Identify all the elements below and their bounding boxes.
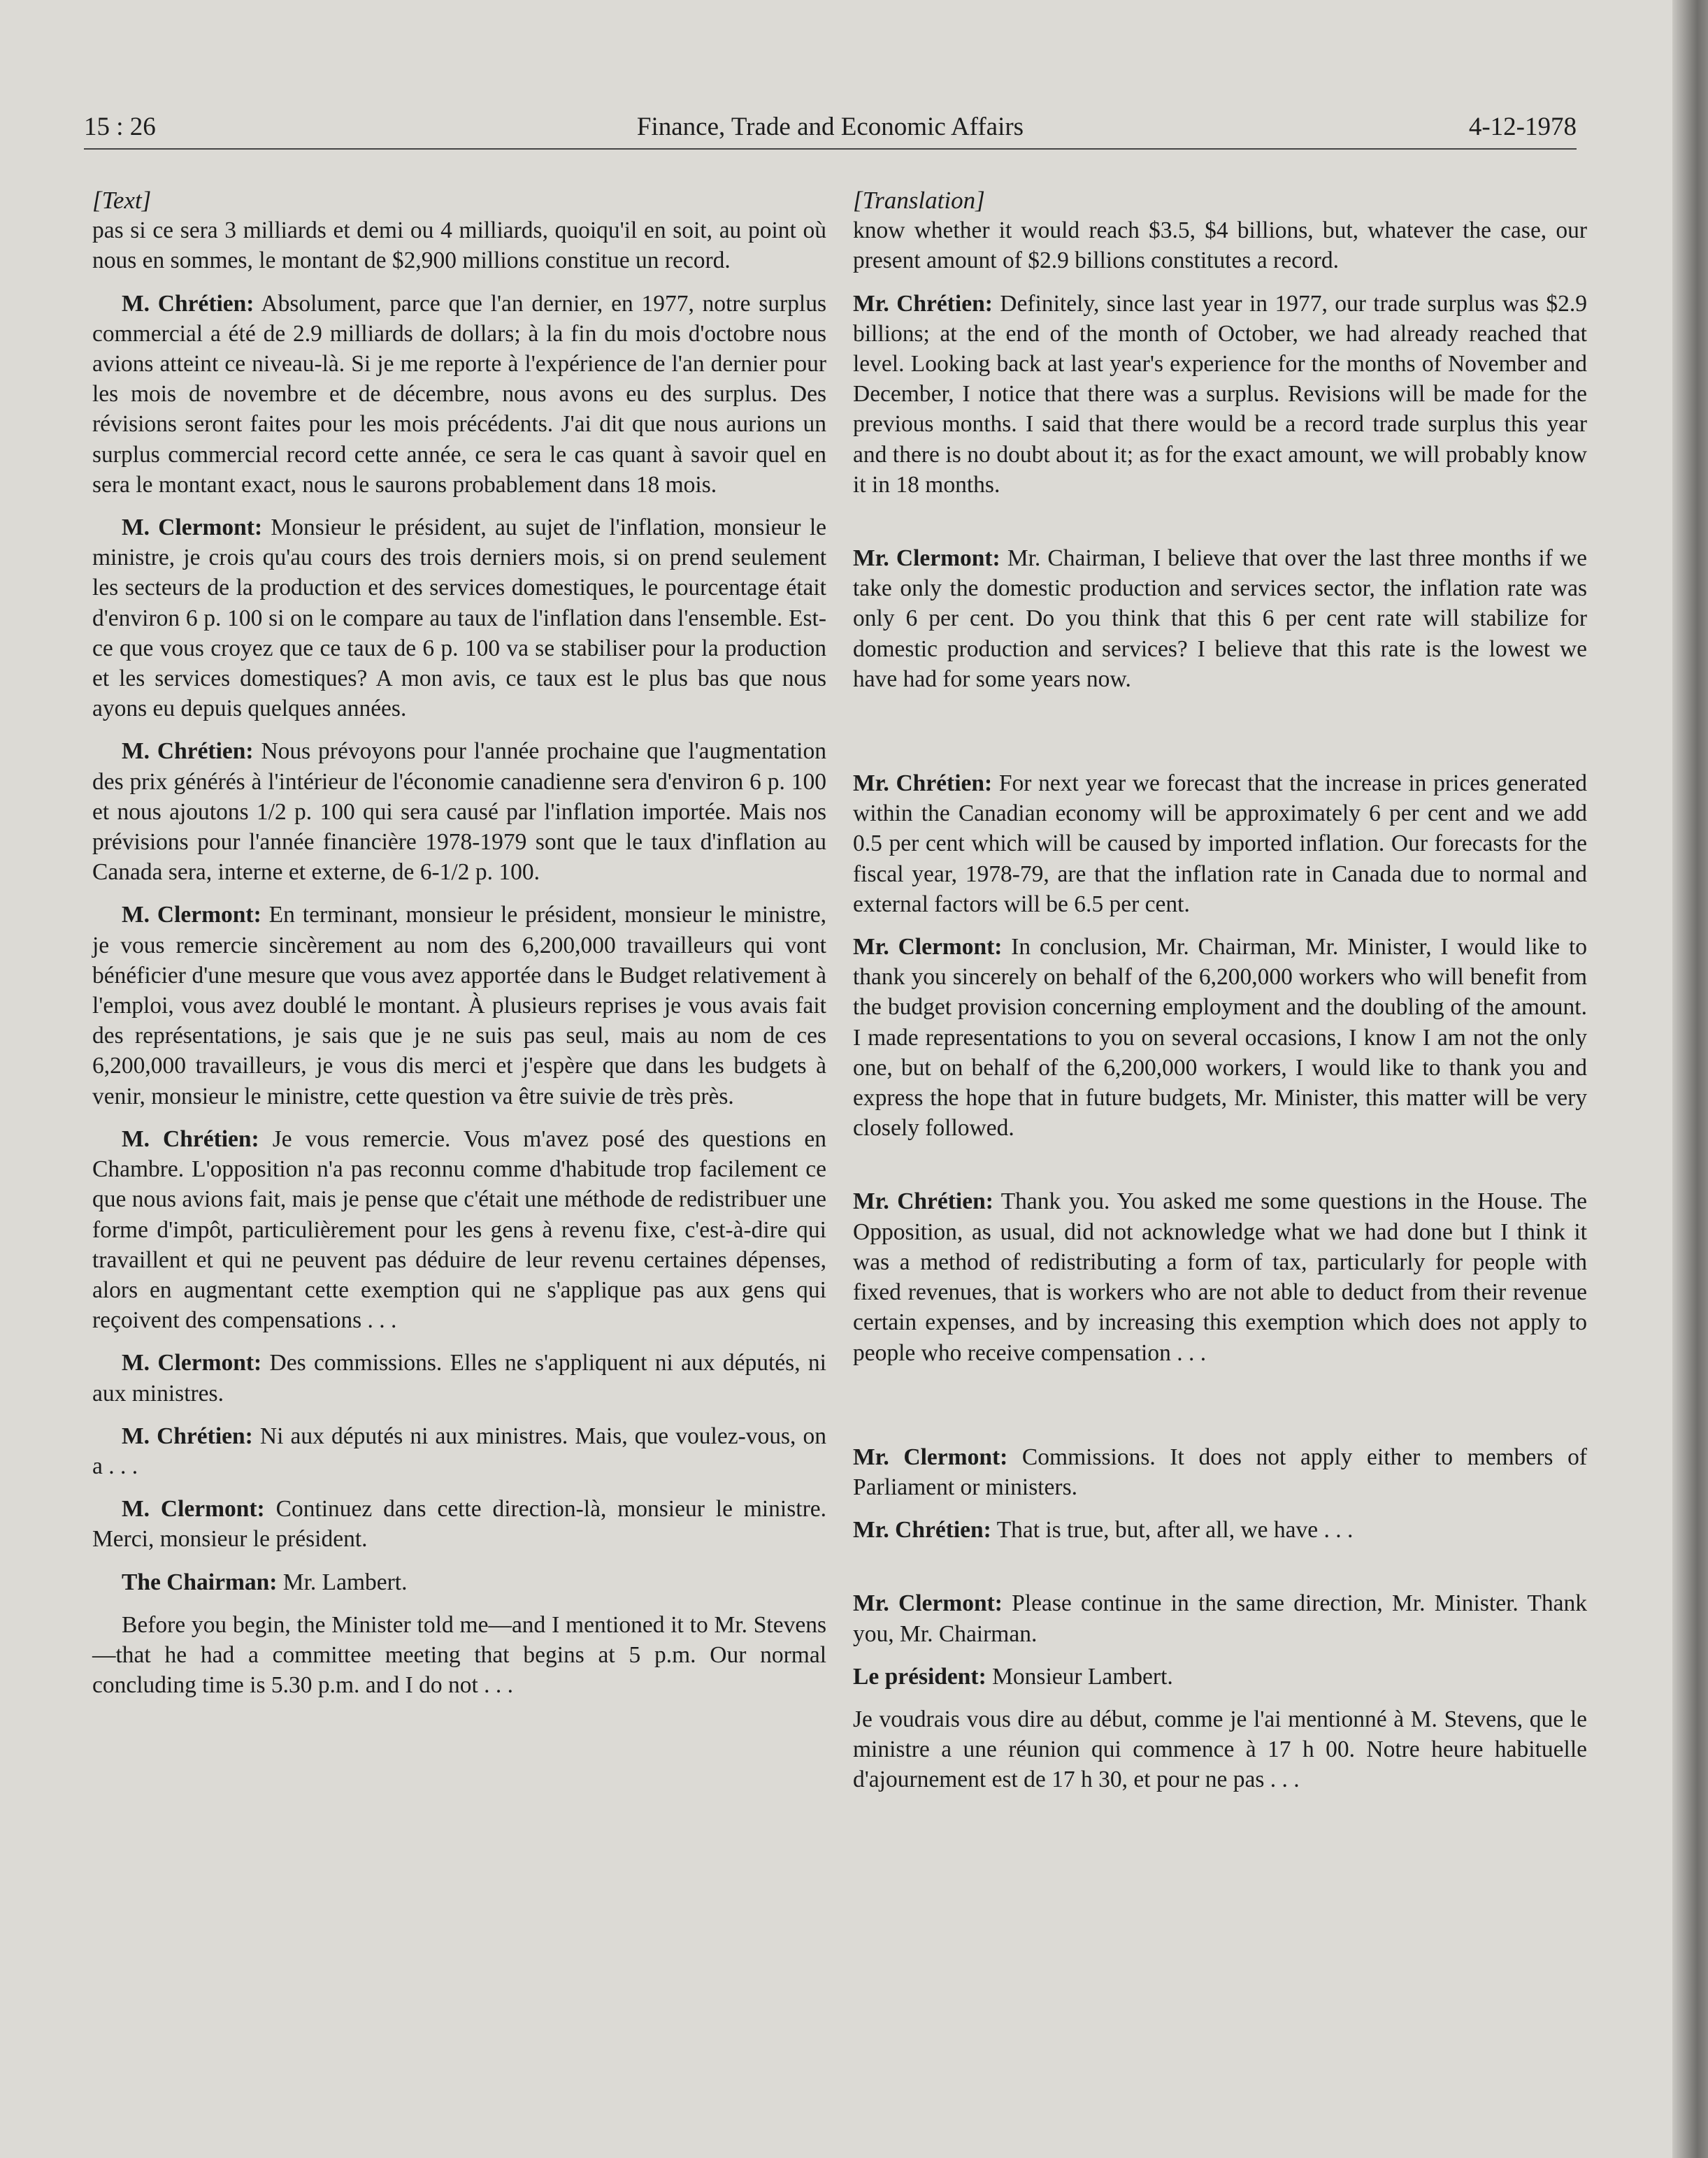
speaker-name: Mr. Chrétien: [853, 1517, 991, 1544]
speaker-name: Mr. Chrétien: [853, 290, 993, 317]
paragraph: M. Chrétien: Je vous remercie. Vous m'avez posé des questions en Chambre. L'opposition n'a pas reconnu comme d'habitude trop facilement ce que nous avions fait, mais je pense que c'était une méthode de redistribuer une forme d'impôt, particulièrement pour les gens à revenu fixe, c'est-à-dire qui travaillent et qui ne peuvent pas déduire de leur revenu certaines dépenses, alors en augmentant cette exemption qui ne s'applique pas aux gens qui reçoivent des compensations . . . [92, 1125, 826, 1334]
paragraph: M. Clermont: Monsieur le président, au sujet de l'inflation, monsieur le ministre, je crois qu'au cours des trois derniers mois, si on prend seulement les secteurs de la production et des services domestiques, le pourcentage était d'environ 6 p. 100 si on le compare au taux de l'inflation dans l'ensemble. Est-ce que vous croyez que ce taux de 6 p. 100 va se stabiliser pour la production et les services domestiques? A mon avis, ce taux est le plus bas que nous ayons eu depuis quelques années. [92, 515, 826, 722]
speaker-name: M. Clermont: [122, 1350, 262, 1376]
paragraph: Mr. Chrétien: That is true, but, after all, we have . . . [853, 1517, 1354, 1544]
paragraph: Mr. Clermont: Please continue in the same direction, Mr. Minister. Thank you, Mr. Chairman. [853, 1590, 1588, 1647]
speaker-name: M. Clermont: [122, 1496, 265, 1523]
paragraph: M. Clermont: Des commissions. Elles ne s'appliquent ni aux députés, ni aux ministres. [92, 1350, 826, 1407]
speaker-name: Mr. Clermont: [853, 545, 1000, 572]
paragraph: M. Clermont: Continuez dans cette direction-là, monsieur le ministre. Merci, monsieur le président. [92, 1496, 826, 1553]
speaker-name: The Chairman: [122, 1569, 278, 1595]
paragraph: Mr. Chrétien: Definitely, since last year in 1977, our trade surplus was $2.9 billions; at the end of the month of October, we had already reached that level. Looking back at last year's experience for the months of November and December, I notice that there was a surplus. Revisions will be made for the previous months. I said that there would be a record trade surplus this year and there is no doubt about it; as for the exact amount, we will probably know it in 18 months. [853, 290, 1588, 498]
paragraph: M. Chrétien: Absolument, parce que l'an dernier, en 1977, notre surplus commercial a été de 2.9 milliards de dollars; à la fin du mois d'octobre nous avions atteint ce niveau-là. Si je me reporte à l'expérience de l'an dernier pour les mois de novembre et de décembre, nous avons eu des surplus. Des révisions seront faites pour les mois précédents. J'ai dit que nous aurions un surplus commercial record cette année, ce sera le cas quant à savoir quel en sera le montant exact, nous le saurons probablement dans 18 mois. [92, 290, 826, 498]
page-number: 15 : 26 [84, 113, 156, 141]
header-rule [84, 148, 1577, 150]
left-column [92, 185, 826, 1700]
book-spine-shadow [1672, 0, 1708, 2158]
speaker-name: Mr. Clermont: [853, 1444, 1008, 1470]
speaker-name: Le président: [853, 1663, 986, 1690]
paragraph: Le président: Monsieur Lambert. [853, 1663, 1173, 1690]
speaker-name: M. Clermont: [122, 515, 263, 541]
speaker-name: M. Chrétien: [122, 1423, 253, 1449]
paragraph: Before you begin, the Minister told me—and I mentioned it to Mr. Stevens—that he had a committee meeting that begins at 5 p.m. Our normal concluding time is 5.30 p.m. and I do not . . . [92, 1611, 826, 1699]
speaker-name: Mr. Clermont: [853, 1590, 1003, 1617]
paragraph: Mr. Chrétien: For next year we forecast that the increase in prices generated within the Canadian economy will be approximately 6 per cent and we add 0.5 per cent which will be caused by imported inflation. Our forecasts for the fiscal year, 1978-79, are that the inflation rate in Canada due to normal and external factors will be 6.5 per cent. [853, 770, 1588, 917]
paragraph: Mr. Clermont: Mr. Chairman, I believe that over the last three months if we take only the domestic production and services sector, the inflation rate was only 6 per cent. Do you think that this 6 per cent rate will stabilize for domestic production and services? I believe that this rate is the lowest we have had for some years now. [853, 545, 1587, 692]
paragraph: pas si ce sera 3 milliards et demi ou 4 milliards, quoiqu'il en soit, au point où nous en sommes, le montant de $2,900 millions constitue un record. [92, 217, 826, 274]
left-column-heading: [Text] [92, 187, 152, 214]
page-header [84, 112, 1577, 148]
paragraph: Je voudrais vous dire au début, comme je l'ai mentionné à M. Stevens, que le ministre a une réunion qui commence à 17 h 00. Notre heure habituelle d'ajournement est de 17 h 30, et pour ne pas . . . [853, 1706, 1587, 1793]
paragraph: M. Chrétien: Nous prévoyons pour l'année prochaine que l'augmentation des prix générés à l'intérieur de l'économie canadienne sera d'environ 6 p. 100 et nous ajoutons 1/2 p. 100 qui sera causé par l'inflation importée. Mais nos prévisions pour l'année financière 1978-1979 sont que le taux d'inflation au Canada sera, interne et externe, de 6-1/2 p. 100. [92, 738, 826, 886]
speaker-name: Mr. Chrétien: [853, 1188, 993, 1215]
right-column-heading: [Translation] [853, 187, 985, 214]
paragraph: M. Clermont: En terminant, monsieur le président, monsieur le ministre, je vous remercie sincèrement au nom des 6,200,000 travailleurs qui vont bénéficier d'une mesure que vous avez apportée dans le Budget relativement à l'emploi, vous avez doublé le montant. À plusieurs reprises je vous avais fait des représentations, je sais que je ne suis pas seul, mais au nom de ces 6,200,000 travailleurs, je vous dis merci et j'espère que dans les budgets à venir, monsieur le ministre, cette question va être suivie de très près. [92, 902, 826, 1109]
paragraph: The Chairman: Mr. Lambert. [122, 1569, 408, 1595]
paragraph: know whether it would reach $3.5, $4 billions, but, whatever the case, our present amount of $2.9 billions constitutes a record. [853, 217, 1587, 274]
speaker-name: M. Clermont: [122, 902, 261, 928]
paragraph: Mr. Chrétien: Thank you. You asked me some questions in the House. The Opposition, as usual, did not acknowledge what we had done but I think it was a method of redistributing a form of tax, particularly for people with fixed revenues, that is workers who are not able to deduct from their revenue certain expenses, and by increasing this exemption which does not apply to people who receive compensation . . . [853, 1188, 1588, 1366]
speaker-name: Mr. Chrétien: [853, 770, 993, 797]
paragraph: Mr. Clermont: Commissions. It does not apply either to members of Parliament or ministers. [853, 1444, 1588, 1500]
speaker-name: Mr. Clermont: [853, 934, 1003, 961]
issue-date: 4-12-1978 [1468, 113, 1577, 141]
paragraph: M. Chrétien: Ni aux députés ni aux ministres. Mais, que voulez-vous, on a . . . [92, 1423, 826, 1479]
right-column [853, 185, 1587, 1795]
speaker-name: M. Chrétien: [122, 1125, 259, 1152]
publication-title: Finance, Trade and Economic Affairs [636, 113, 1024, 141]
speaker-name: M. Chrétien: [122, 738, 254, 765]
paragraph: Mr. Clermont: In conclusion, Mr. Chairman, Mr. Minister, I would like to thank you sincerely on behalf of the 6,200,000 workers who will benefit from the budget provision concerning employment and the doubling of the amount. I made representations to you on several occasions, I know I am not the only one, but on behalf of the 6,200,000 workers, I would like to thank you and express the hope that in future budgets, Mr. Minister, this matter will be very closely followed. [853, 934, 1588, 1142]
speaker-name: M. Chrétien: [122, 290, 254, 317]
